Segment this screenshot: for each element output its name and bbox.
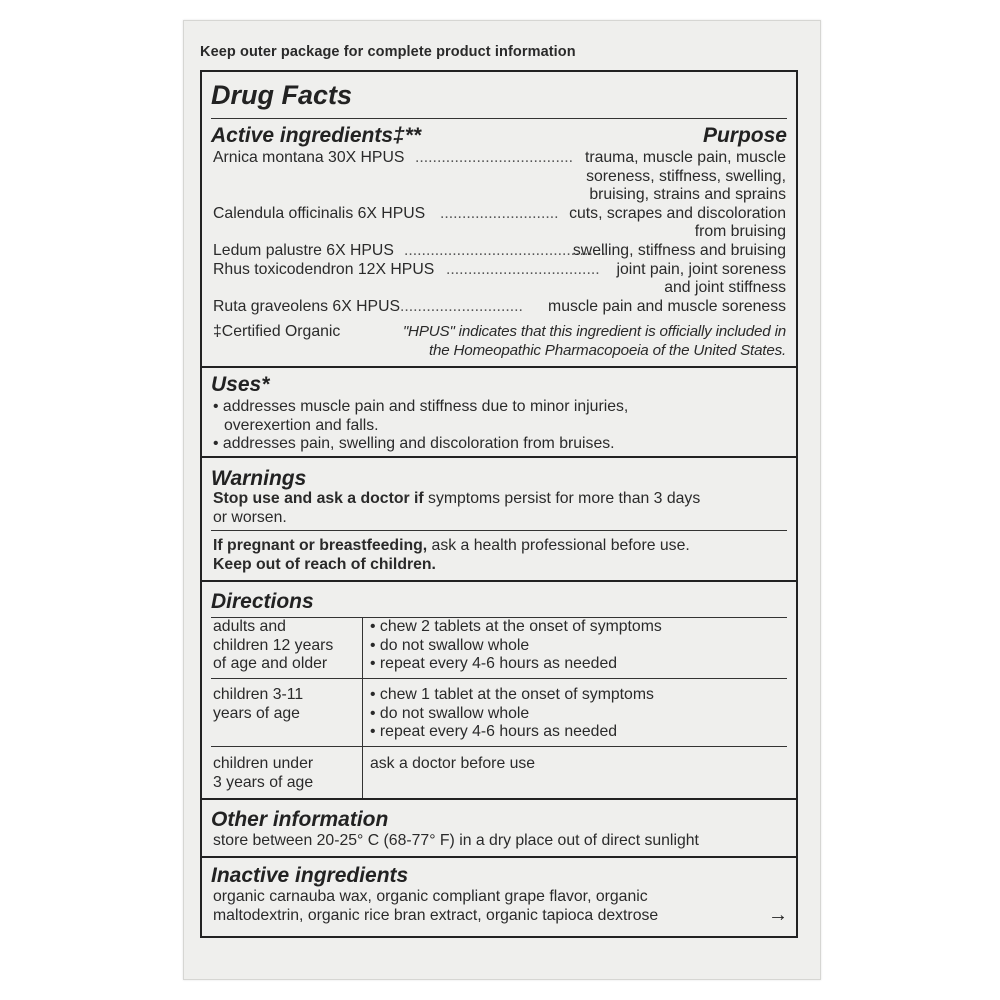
drug-facts-title: Drug Facts (211, 80, 353, 110)
directions-what: • repeat every 4-6 hours as needed (370, 723, 618, 741)
warnings-heading: Warnings (211, 467, 307, 490)
directions-section (202, 582, 796, 798)
ingredient-purpose: and joint stiffness (664, 279, 786, 297)
leader-dots: ........................... (440, 204, 559, 222)
stop-use-text (213, 490, 700, 509)
ingredient-purpose: bruising, strains and sprains (589, 186, 786, 204)
uses-item: • addresses pain, swelling and discoloration from bruises. (213, 435, 615, 453)
uses-heading: Uses* (211, 373, 270, 396)
inactive-ingredients-section (202, 858, 796, 936)
pregnancy-bold: If pregnant or breastfeeding, (213, 537, 428, 554)
other-information-section (202, 800, 796, 856)
directions-who: adults and (213, 618, 286, 635)
ingredient-purpose: trauma, muscle pain, muscle (584, 149, 786, 166)
hpus-note: "HPUS" indicates that this ingredient is officially included in (402, 323, 786, 340)
ingredient-name: Rhus toxicodendron 12X HPUS (213, 260, 435, 278)
ingredient-purpose: joint pain, joint soreness (616, 260, 786, 278)
ingredient-purpose: swelling, stiffness and bruising (572, 242, 786, 259)
certified-organic-note: ‡Certified Organic (213, 323, 341, 340)
directions-what: • chew 2 tablets at the onset of symptoms (370, 618, 662, 635)
active-ingredients-section (202, 72, 796, 368)
leader-dots: ................................... (446, 260, 600, 278)
uses-item: • addresses muscle pain and stiffness due to minor injuries, (213, 398, 629, 415)
directions-who: children 3-11 (213, 686, 304, 703)
ingredient-purpose: cuts, scrapes and discoloration (569, 204, 786, 222)
directions-who: children under (213, 755, 314, 772)
directions-column-divider (362, 617, 363, 798)
storage-text: store between 20-25° C (68-77° F) in a dry place out of direct sunlight (213, 832, 699, 849)
leader-dots: ............................ (400, 297, 523, 315)
directions-who: years of age (213, 704, 300, 722)
directions-what: • chew 1 tablet at the onset of symptoms (370, 686, 654, 703)
directions-what: • do not swallow whole (370, 636, 530, 654)
leader-dots: .................................... (415, 149, 573, 166)
directions-who: of age and older (213, 655, 328, 673)
leader-dots: .............................................. (404, 242, 606, 259)
arrow-right-icon: → (768, 904, 788, 926)
purpose-heading: Purpose (702, 124, 787, 147)
inactive-ingredients-text: maltodextrin, organic rice bran extract, organic tapioca dextrose (213, 906, 659, 924)
directions-what: • repeat every 4-6 hours as needed (370, 655, 618, 673)
directions-what: ask a doctor before use (370, 755, 536, 772)
ingredient-purpose: muscle pain and muscle soreness (548, 297, 786, 315)
stop-use-rest: symptoms persist for more than 3 days (423, 490, 701, 507)
other-information-heading: Other information (211, 808, 389, 831)
inactive-ingredients-text: organic carnauba wax, organic compliant grape flavor, organic (213, 888, 648, 905)
directions-who: children 12 years (213, 636, 334, 654)
drug-facts-panel (200, 70, 798, 938)
ingredient-name: Arnica montana 30X HPUS (213, 149, 405, 166)
directions-heading: Directions (211, 590, 314, 613)
uses-section (202, 368, 796, 456)
warnings-section (202, 458, 796, 580)
directions-what: • do not swallow whole (370, 704, 530, 722)
warnings-divider (211, 530, 787, 531)
stop-use-text-line2: or worsen. (213, 509, 287, 526)
stop-use-bold: Stop use and ask a doctor if (213, 490, 424, 507)
pregnancy-warning (213, 537, 690, 556)
directions-row-divider (211, 746, 787, 747)
ingredient-name: Ledum palustre 6X HPUS (213, 242, 394, 259)
ingredient-purpose: from bruising (694, 223, 786, 241)
uses-item: overexertion and falls. (224, 416, 379, 434)
pregnancy-rest: ask a health professional before use. (427, 537, 690, 554)
active-ingredients-heading: Active ingredients‡** (211, 124, 422, 147)
ingredient-purpose: soreness, stiffness, swelling, (586, 167, 786, 185)
ingredient-name: Calendula officinalis 6X HPUS (213, 204, 426, 222)
ingredient-name: Ruta graveolens 6X HPUS (213, 297, 401, 315)
hpus-note: the Homeopathic Pharmacopoeia of the United States. (428, 341, 786, 359)
keep-out-of-reach: Keep out of reach of children. (213, 556, 436, 573)
keep-package-note: Keep outer package for complete product information (200, 44, 576, 60)
directions-row-divider (211, 678, 787, 679)
directions-who: 3 years of age (213, 773, 314, 791)
inactive-ingredients-heading: Inactive ingredients (211, 864, 409, 887)
